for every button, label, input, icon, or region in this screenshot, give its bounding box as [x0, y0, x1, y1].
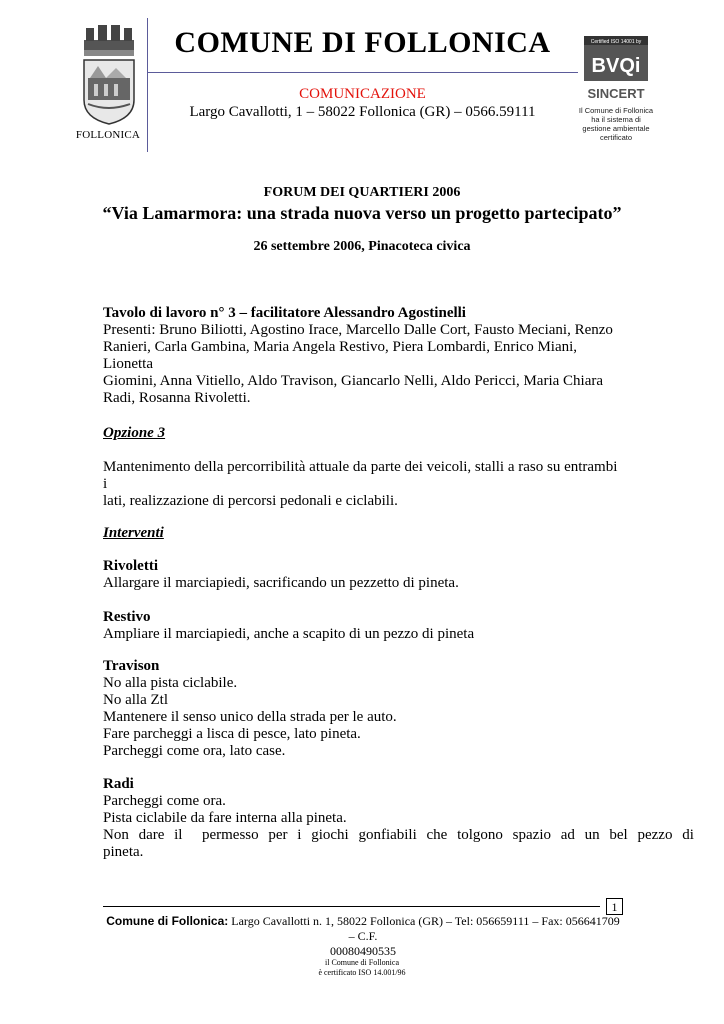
- event-title: FORUM DEI QUARTIERI 2006: [263, 185, 461, 200]
- speaker-line: Mantenere il senso unico della strada per le auto.: [103, 709, 397, 725]
- cert-logo-sincert-text: SINCERT: [587, 86, 645, 101]
- header-horizontal-rule: [148, 72, 578, 73]
- cert-logo-top-text: Certified ISO 14001 by: [590, 39, 642, 45]
- header-vertical-rule: [147, 18, 148, 152]
- attendees-line: Ranieri, Carla Gambina, Maria Angela Restivo, Piera Lombardi, Enrico Miani, Lionetta: [103, 339, 578, 372]
- speaker-line: No alla pista ciclabile.: [103, 675, 238, 691]
- footer-rule: [103, 906, 600, 907]
- attendees-line: Radi, Rosanna Rivoletti.: [103, 390, 251, 406]
- speaker-line: No alla Ztl: [103, 692, 168, 708]
- footer-contacts: [103, 914, 623, 959]
- date-place: 26 settembre 2006, Pinacoteca civica: [253, 239, 471, 254]
- intervention-rivoletti: [103, 558, 620, 592]
- crest-caption: FOLLONICA: [75, 129, 141, 141]
- city-crest-icon: [76, 22, 142, 126]
- table-title: Tavolo di lavoro n° 3 – facilitatore Alessandro Agostinelli: [103, 305, 466, 321]
- attendees: [103, 322, 620, 407]
- speaker-line: Pista ciclabile da fare interna alla pineta.: [103, 810, 347, 826]
- intervention-restivo: [103, 609, 620, 643]
- footer-line-2: 00080490535: [330, 944, 396, 958]
- intervention-travison: [103, 658, 620, 760]
- speaker-line: Parcheggi come ora.: [103, 793, 226, 809]
- attendees-line: Giomini, Anna Vitiello, Aldo Travison, Giancarlo Nelli, Aldo Pericci, Maria Chiara: [103, 373, 604, 389]
- intervention-radi: [103, 776, 694, 861]
- interventi-heading: Interventi: [103, 525, 164, 541]
- speaker-name: Restivo: [103, 609, 151, 625]
- page-title: COMUNE DI FOLLONICA: [174, 26, 551, 59]
- option-text-line: Mantenimento della percorribilità attuale da parte dei veicoli, stalli a raso su entrambi i: [103, 459, 618, 492]
- footer-line-1: Comune di Follonica: Largo Cavallotti n. 1, 58022 Follonica (GR) – Tel: 056659111 – Fax: 056641709 – C.F.: [106, 914, 620, 943]
- speaker-name: Radi: [103, 776, 134, 792]
- attendees-line: Presenti: Bruno Biliotti, Agostino Irace, Marcello Dalle Cort, Fausto Meciani, Renzo: [103, 322, 613, 338]
- speaker-line: Parcheggi come ora, lato case.: [103, 743, 286, 759]
- option-text: [103, 459, 620, 510]
- speaker-name: Rivoletti: [103, 558, 158, 574]
- speaker-line: Non dare il permesso per i giochi gonfiabili che tolgono spazio ad un bel pezzo di: [103, 827, 694, 843]
- page-number: 1: [606, 898, 623, 915]
- speaker-line: Allargare il marciapiedi, sacrificando un pezzetto di pineta.: [103, 575, 459, 591]
- speaker-line: Ampliare il marciapiedi, anche a scapito di un pezzo di pineta: [103, 626, 475, 642]
- department-label: COMUNICAZIONE: [299, 86, 426, 102]
- option-text-line: lati, realizzazione di percorsi pedonali e ciclabili.: [103, 493, 398, 509]
- cert-logo-bv-text: BVQi: [591, 55, 641, 77]
- footer-cert: il Comune di Follonica è certificato ISO 14.001/96: [318, 958, 406, 977]
- speaker-line: pineta.: [103, 844, 144, 860]
- event-subtitle: “Via Lamarmora: una strada nuova verso un progetto partecipato”: [102, 203, 622, 223]
- cert-note: Il Comune di Follonica ha il sistema di gestione ambientale certificato: [578, 106, 654, 142]
- option-heading: Opzione 3: [103, 425, 166, 441]
- speaker-name: Travison: [103, 658, 160, 674]
- header-address: Largo Cavallotti, 1 – 58022 Follonica (GR) – 0566.59111: [189, 104, 536, 120]
- speaker-line: Fare parcheggi a lisca di pesce, lato pineta.: [103, 726, 361, 742]
